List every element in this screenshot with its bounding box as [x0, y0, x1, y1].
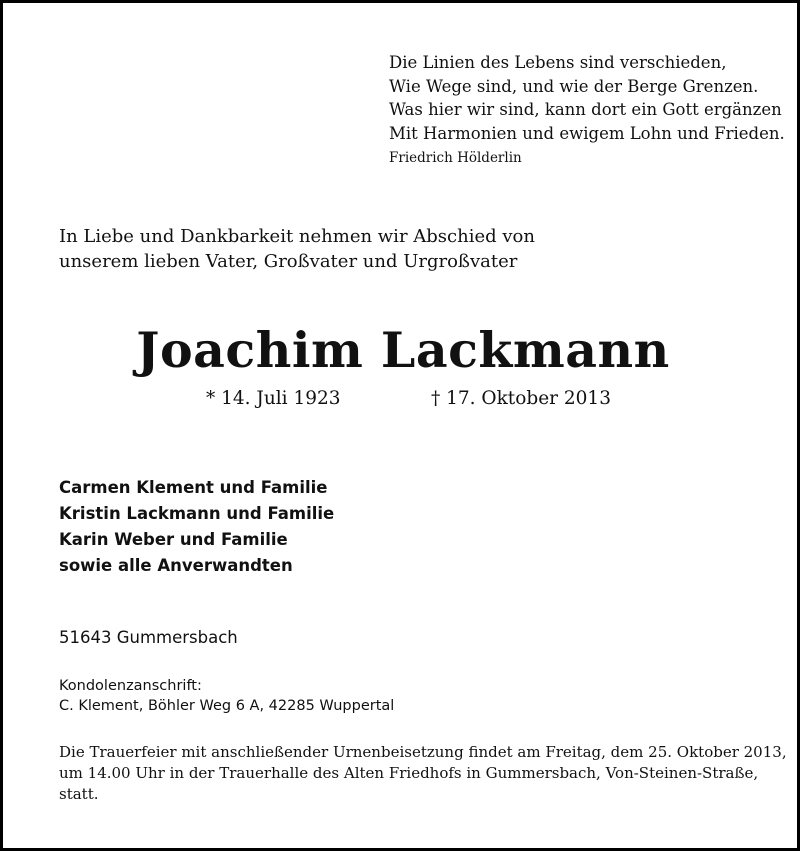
- poem-author: Friedrich Hölderlin: [389, 150, 522, 166]
- birth-date: * 14. Juli 1923: [206, 388, 341, 409]
- condolence-address-block: [59, 676, 394, 716]
- poem-line: Die Linien des Lebens sind verschieden,: [389, 53, 727, 72]
- poem: [389, 51, 789, 145]
- condolence-address: C. Klement, Böhler Weg 6 A, 42285 Wuppertal: [59, 698, 395, 714]
- location: 51643 Gummersbach: [59, 628, 238, 647]
- funeral-line: um 14.00 Uhr in der Trauerhalle des Alten Friedhofs in Gummersbach, Von-Steinen-Straße,: [59, 764, 759, 782]
- intro-text: [59, 224, 535, 274]
- mourner-entry: sowie alle Anverwandten: [59, 556, 293, 575]
- funeral-line: Die Trauerfeier mit anschließender Urnenbeisetzung findet am Freitag, dem 25. Oktober 2013,: [59, 743, 787, 761]
- mourner-entry: Carmen Klement und Familie: [59, 478, 328, 497]
- intro-line: In Liebe und Dankbarkeit nehmen wir Abschied von: [59, 226, 535, 247]
- intro-line: unserem lieben Vater, Großvater und Urgroßvater: [59, 251, 518, 272]
- funeral-line: statt.: [59, 785, 99, 803]
- funeral-details: [59, 742, 787, 805]
- deceased-name: Joachim Lackmann: [136, 321, 670, 379]
- poem-line: Wie Wege sind, und wie der Berge Grenzen.: [389, 76, 759, 96]
- poem-line: Mit Harmonien und ewigem Lohn und Frieden.: [389, 123, 785, 143]
- condolence-label: Kondolenzanschrift:: [59, 678, 202, 694]
- mourner-entry: Karin Weber und Familie: [59, 530, 288, 549]
- poem-line: Was hier wir sind, kann dort ein Gott ergänzen: [389, 100, 782, 119]
- death-date: † 17. Oktober 2013: [431, 388, 611, 409]
- mourners-list: [59, 475, 334, 579]
- mourner-entry: Kristin Lackmann und Familie: [59, 504, 335, 523]
